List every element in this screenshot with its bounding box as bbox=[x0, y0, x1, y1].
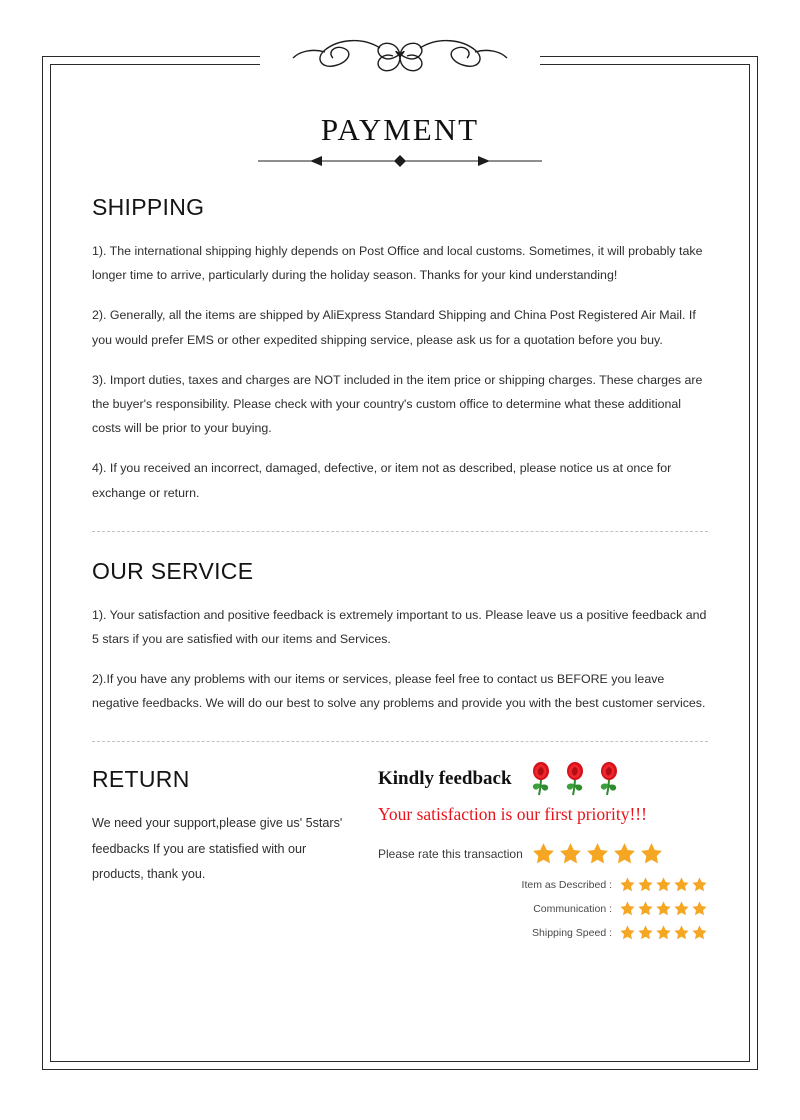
top-flourish-ornament bbox=[260, 26, 540, 88]
star-icon bbox=[673, 876, 690, 893]
star-icon bbox=[655, 900, 672, 917]
service-paragraph-2: 2).If you have any problems with our items or services, please feel free to contact us BEFORE you leave negative feedbacks. We will do our best to solve any problems and provide you with the best customer services. bbox=[92, 672, 706, 711]
kindly-feedback-label: Kindly feedback bbox=[378, 768, 512, 790]
rose-icons-group bbox=[528, 762, 622, 796]
shipping-paragraph-4: 4). If you received an incorrect, damaged, defective, or item not as described, please notice us at once for exchange or return. bbox=[92, 461, 672, 500]
document-content bbox=[92, 96, 708, 1030]
section-heading-return: RETURN bbox=[92, 766, 190, 793]
star-icon bbox=[691, 876, 708, 893]
rating-row-item-as-described bbox=[378, 876, 708, 893]
title-rule-ornament bbox=[250, 154, 550, 168]
rating-label-shipping-speed: Shipping Speed : bbox=[532, 926, 612, 939]
section-heading-shipping: SHIPPING bbox=[92, 194, 205, 220]
return-text: We need your support,please give us' 5stars' feedbacks If you are statisfied with our products, thank you. bbox=[92, 816, 343, 881]
star-icon bbox=[691, 924, 708, 941]
star-icon bbox=[619, 924, 636, 941]
rose-icon bbox=[528, 762, 554, 796]
star-icon bbox=[619, 876, 636, 893]
shipping-paragraph-3: 3). Import duties, taxes and charges are NOT included in the item price or shipping charges. These charges are the buyer's responsibility. Please check with your country's custom office to determine what these additional costs will be prior to your buying. bbox=[92, 372, 703, 436]
rate-transaction-row bbox=[378, 841, 708, 866]
star-icon bbox=[673, 924, 690, 941]
bottom-row bbox=[92, 756, 708, 948]
divider-after-shipping bbox=[92, 531, 708, 532]
shipping-paragraph-1: 1). The international shipping highly depends on Post Office and local customs. Sometimes, it will probably take longer time to arrive, particularly during the holiday season. Thanks for your kind understanding! bbox=[92, 244, 703, 283]
rating-row-shipping-speed bbox=[378, 924, 708, 941]
rose-icon bbox=[596, 762, 622, 796]
star-icon bbox=[655, 924, 672, 941]
rating-row-communication bbox=[378, 900, 708, 917]
satisfaction-slogan: Your satisfaction is our first priority!!! bbox=[378, 804, 647, 825]
rating-stars-communication[interactable] bbox=[619, 900, 708, 917]
page-title: PAYMENT bbox=[320, 112, 480, 147]
rating-stars-main[interactable] bbox=[531, 841, 664, 866]
feedback-column bbox=[378, 756, 708, 948]
shipping-paragraph-2: 2). Generally, all the items are shipped by AliExpress Standard Shipping and China Post Registered Air Mail. If you would prefer EMS or other expedited shipping service, please ask us for a quotation before you buy. bbox=[92, 308, 696, 347]
star-icon bbox=[637, 924, 654, 941]
rating-label-item-as-described: Item as Described : bbox=[521, 878, 612, 891]
star-icon bbox=[655, 876, 672, 893]
title-block bbox=[92, 112, 708, 168]
section-heading-our-service: OUR SERVICE bbox=[92, 557, 254, 584]
star-icon bbox=[531, 841, 556, 866]
divider-after-service bbox=[92, 741, 708, 742]
star-icon bbox=[639, 841, 664, 866]
star-icon bbox=[558, 841, 583, 866]
star-icon bbox=[619, 900, 636, 917]
rating-stars-shipping-speed[interactable] bbox=[619, 924, 708, 941]
star-icon bbox=[612, 841, 637, 866]
star-icon bbox=[585, 841, 610, 866]
star-icon bbox=[673, 900, 690, 917]
service-paragraph-1: 1). Your satisfaction and positive feedback is extremely important to us. Please leave us a positive feedback and 5 stars if you are satisfied with our items and Services. bbox=[92, 607, 707, 646]
rating-label-communication: Communication : bbox=[533, 902, 612, 915]
star-icon bbox=[691, 900, 708, 917]
star-icon bbox=[637, 876, 654, 893]
rating-stars-item-as-described[interactable] bbox=[619, 876, 708, 893]
rate-transaction-label: Please rate this transaction bbox=[378, 846, 523, 861]
kindly-feedback-row bbox=[378, 762, 708, 796]
star-icon bbox=[637, 900, 654, 917]
return-column bbox=[92, 756, 352, 887]
rose-icon bbox=[562, 762, 588, 796]
